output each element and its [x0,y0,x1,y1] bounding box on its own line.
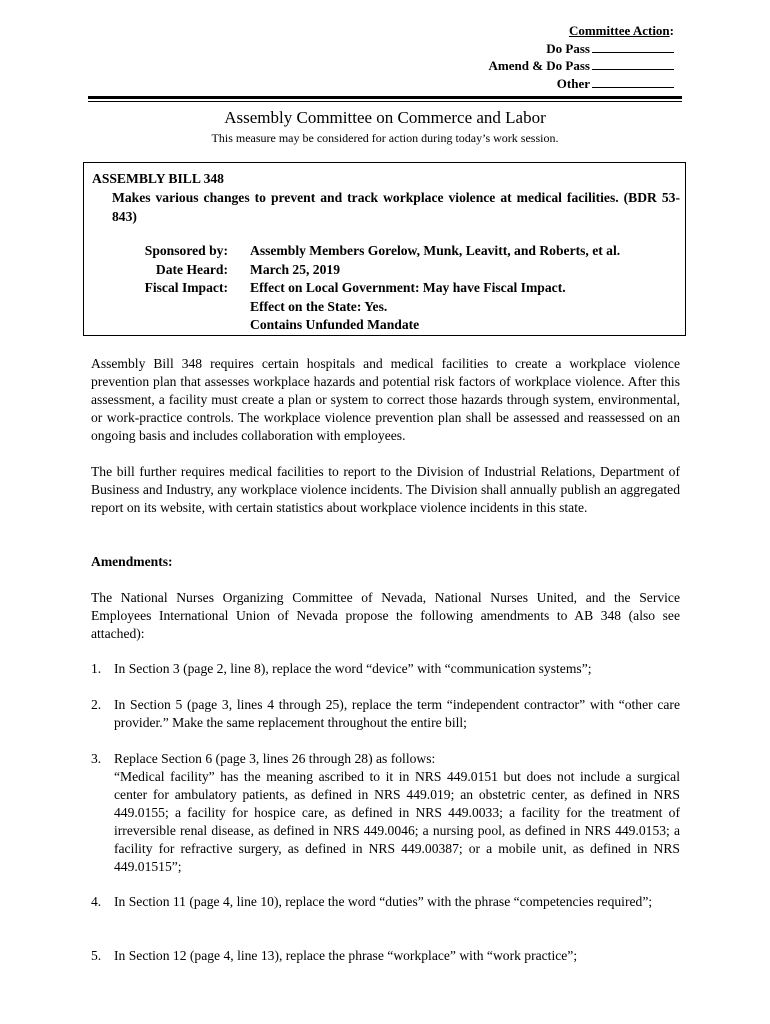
bill-meta [84,242,684,335]
paragraph-2: The bill further requires medical facilities to report to the Division of Industrial Relations, Department of Business and Industry, any workplace violence incidents. The Division shall annually publish an aggregated report on its website, with certain statistics about workplace violence incidents in this state. [91,464,680,515]
amendment-item [91,947,680,965]
fiscal-row [84,279,684,298]
sponsored-value: Assembly Members Gorelow, Munk, Leavitt, and Roberts, et al. [250,243,621,258]
amendment-number: 1. [91,661,102,676]
sponsored-row [84,242,684,261]
do-pass-line: Do Pass [489,40,674,58]
date-value: March 25, 2019 [250,261,340,277]
amendment-number: 3. [91,751,102,766]
fiscal-state: Effect on the State: Yes. [250,298,388,314]
sponsored-label: Sponsored by: [144,243,228,258]
paragraph-3: The National Nurses Organizing Committee of Nevada, National Nurses United, and the Service Employees International Union of Nevada propose the following amendments to AB 348 (also see attached): [91,590,680,641]
amendment-text: In Section 12 (page 4, line 13), replace the phrase “workplace” with “work practice”; [114,948,578,963]
amendment-number: 5. [91,948,102,963]
amendment-item [91,660,680,678]
amendment-number: 4. [91,894,102,909]
amendment-text: Replace Section 6 (page 3, lines 26 through 28) as follows: [114,751,436,766]
paragraph-1: Assembly Bill 348 requires certain hospitals and medical facilities to create a workplace violence prevention plan that assesses workplace hazards and potential risk factors of workplace violence. After this assessment, a facility must create a plan or system to correct those hazards through system, environmental, or work-practice controls. The workplace violence prevention plan shall be assessed and reassessed on an ongoing basis and includes collaboration with employees. [91,356,680,443]
amendment-item [91,893,680,911]
header-rule-thick [88,96,682,99]
amendments-heading: Amendments: [91,554,173,569]
date-label: Date Heard: [155,261,228,277]
amend-do-pass-line: Amend & Do Pass [489,57,674,75]
committee-action-block: Committee Action: Do Pass Amend & Do Pass Other [488,23,674,91]
considered-note: This measure may be considered for action during today’s work session. [211,131,559,145]
amendment-text: In Section 3 (page 2, line 8), replace the word “device” with “communication systems”; [114,661,592,676]
bill-number: ASSEMBLY BILL 348 [92,171,224,186]
amendment-item [91,750,680,876]
other-line: Other [489,75,674,93]
amendment-text: In Section 11 (page 4, line 10), replace the word “duties” with the phrase “competencies required”; [114,894,653,909]
fiscal-local: Effect on Local Government: May have Fiscal Impact. [250,280,566,295]
committee-name: Assembly Committee on Commerce and Labor [224,108,546,127]
amendment-number: 2. [91,697,102,712]
amendment-quote: “Medical facility” has the meaning ascribed to it in NRS 449.0151 but does not include a surgical center for ambulatory patients, as defined in NRS 449.019; an obstetric center, as defined in NRS 449.0155; a facility for hospice care, as defined in NRS 449.0033; a facility for the treatment of irreversible renal disease, as defined in NRS 449.0046; a nursing pool, as defined in NRS 449.0153; a facility for refractive surgery, as defined in NRS 449.00387; or a mobile unit, as defined in NRS 449.01515”; [114,769,680,874]
amendment-item [91,696,680,732]
fiscal-label: Fiscal Impact: [144,280,228,295]
bill-description: Makes various changes to prevent and track workplace violence at medical facilities. (BDR 53-843) [112,190,680,224]
fiscal-mandate: Contains Unfunded Mandate [250,317,420,332]
date-row [84,261,684,280]
header-rule-thin [88,101,682,102]
bill-summary-box [83,162,686,336]
amendment-text: In Section 5 (page 3, lines 4 through 25), replace the term “independent contractor” with “other care provider.” Make the same replacement throughout the entire bill; [114,697,680,730]
committee-action-title: Committee Action [568,23,670,38]
